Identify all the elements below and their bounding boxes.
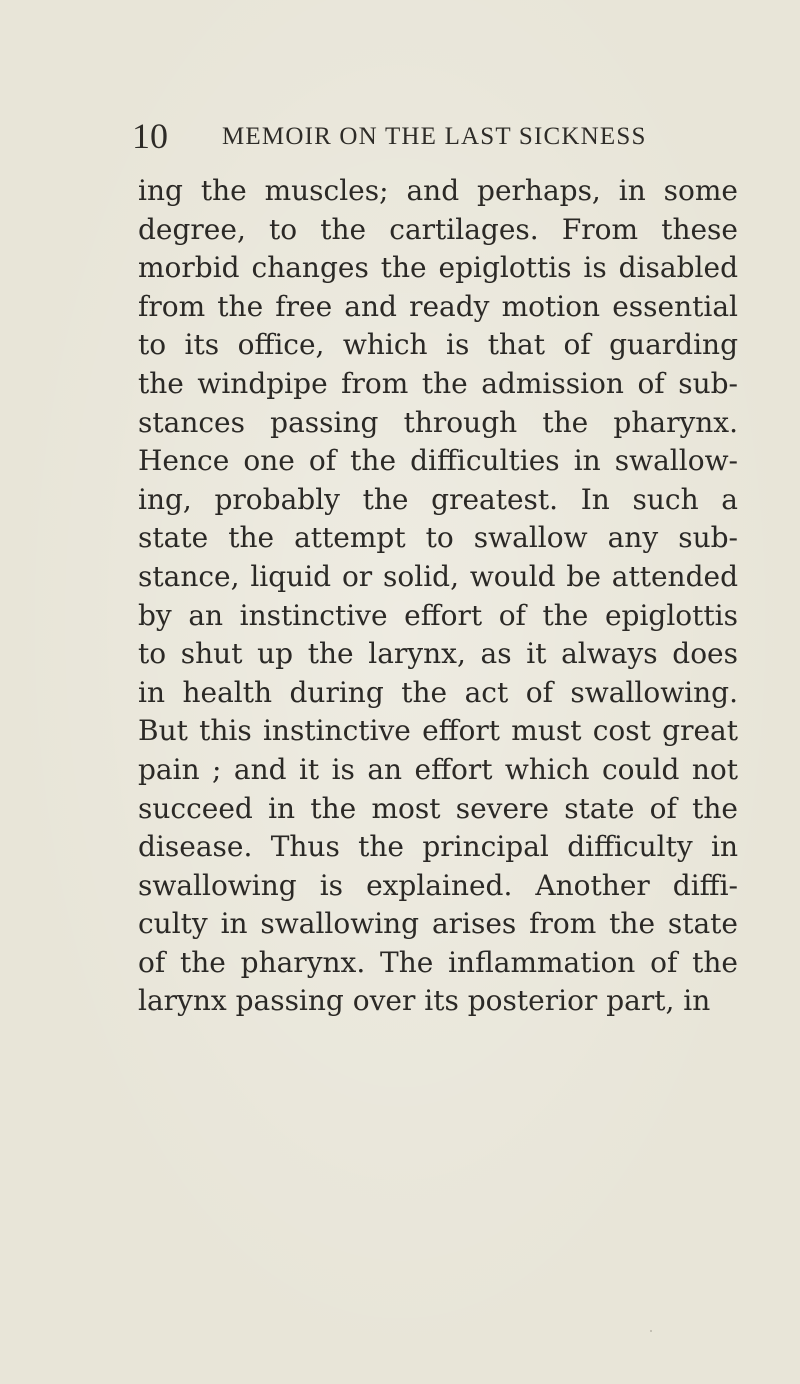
text-line: state the attempt to swallow any sub- (138, 521, 738, 555)
text-line: by an instinctive effort of the epiglottis (138, 598, 738, 632)
text-line: in health during the act of swallowing. (138, 675, 738, 709)
text-line: morbid changes the epiglottis is disabled (138, 251, 738, 285)
text-line: ing the muscles; and perhaps, in some (138, 174, 738, 207)
text-line: the windpipe from the admission of sub- (138, 366, 738, 400)
text-line: ing, probably the greatest. In such a (138, 482, 738, 516)
text-line: pain ; and it is an effort which could not (138, 752, 738, 786)
text-line: stance, liquid or solid, would be attended (138, 559, 738, 593)
text-line: culty in swallowing arises from the state (138, 907, 738, 941)
paper-speck (650, 1330, 652, 1332)
text-line: from the free and ready motion essential (138, 289, 738, 323)
body-text (138, 172, 738, 1021)
text-line: disease. Thus the principal difficulty in (138, 830, 738, 864)
text-line: to its office, which is that of guarding (138, 328, 738, 362)
text-line: larynx passing over its posterior part, in (138, 984, 711, 1018)
running-head (132, 116, 692, 156)
text-line: of the pharynx. The inflammation of the (138, 945, 738, 979)
text-line: to shut up the larynx, as it always does (138, 637, 738, 671)
text-line: stances passing through the pharynx. (138, 405, 738, 439)
text-line: swallowing is explained. Another diffi- (138, 868, 738, 902)
text-line: succeed in the most severe state of the (138, 791, 738, 825)
text-line: degree, to the cartilages. From these (138, 212, 738, 246)
running-title: MEMOIR ON THE LAST SICKNESS (222, 123, 647, 150)
text-line: Hence one of the difficulties in swallow- (138, 444, 738, 478)
page-number: 10 (132, 116, 168, 156)
text-line: But this instinctive effort must cost great (138, 714, 738, 748)
